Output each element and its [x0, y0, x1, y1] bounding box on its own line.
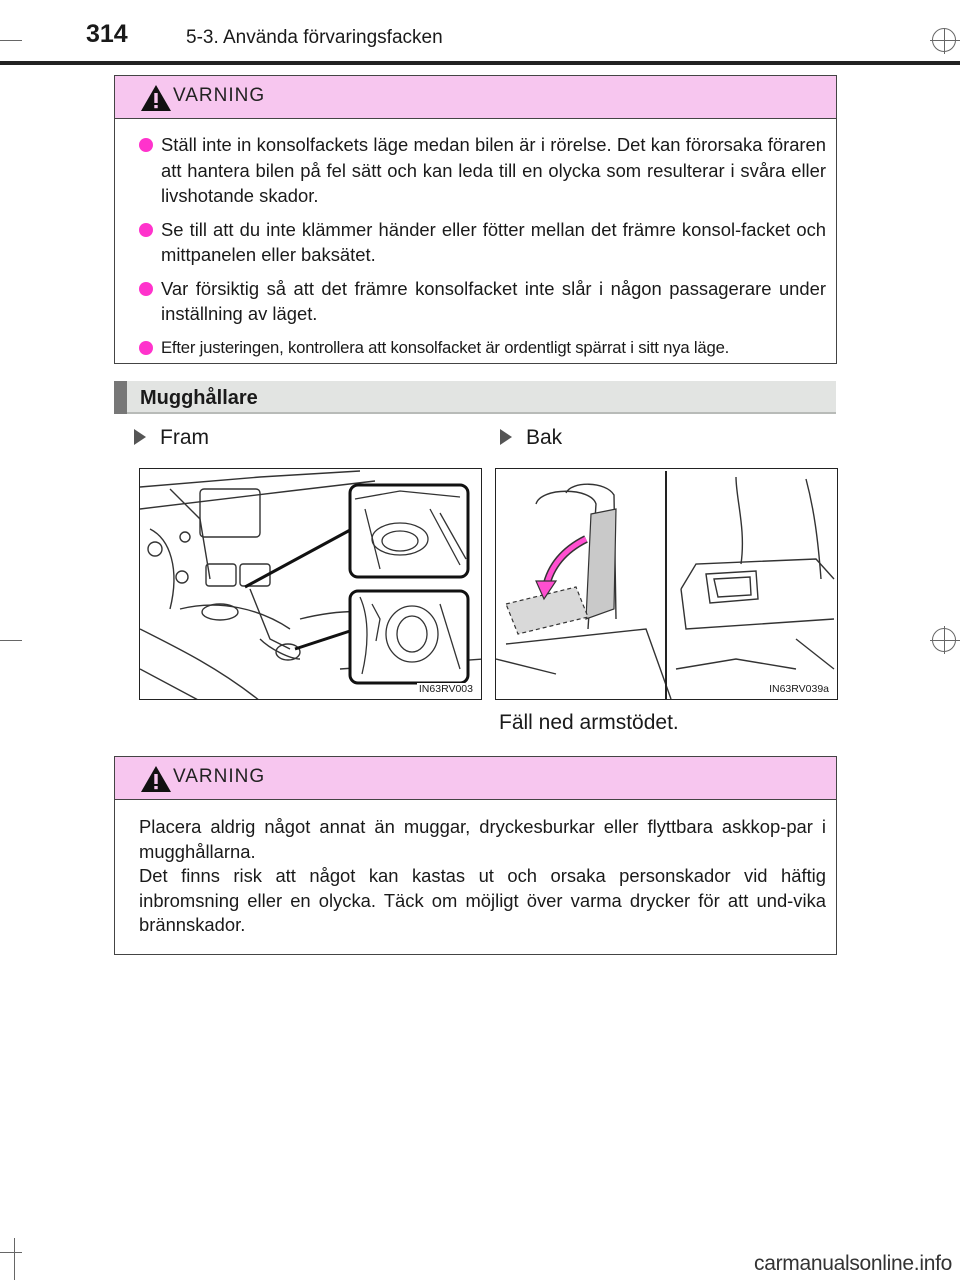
rear-label — [500, 426, 562, 450]
rear-label-text: Bak — [526, 426, 563, 449]
bullet-dot-icon — [139, 282, 153, 296]
warning-paragraph: Placera aldrig något annat än muggar, dryckesburkar eller flyttbara askkop-par i mugghållarna. — [139, 816, 826, 862]
crop-mark — [0, 1252, 22, 1253]
bullet-text: Var försiktig så att det främre konsolfacket inte slår i någon passagerare under inställning av läget. — [161, 277, 826, 324]
figure-code: IN63RV039a — [769, 683, 829, 695]
warning-triangle-icon — [139, 764, 173, 794]
warning-header — [115, 76, 836, 119]
front-cupholder-figure — [139, 468, 482, 700]
warning-triangle-icon — [139, 83, 173, 113]
warning-body — [139, 815, 826, 938]
crop-mark — [0, 40, 22, 41]
section-accent — [114, 381, 127, 414]
crop-mark — [0, 640, 22, 641]
bullet-text: Efter justeringen, kontrollera att konsolfacket är ordentligt spärrat i sitt nya läge. — [161, 337, 730, 357]
warning-box-bottom — [114, 756, 837, 955]
crop-mark — [932, 28, 956, 52]
warning-title: VARNING — [173, 85, 266, 106]
warning-box-top — [114, 75, 837, 364]
warning-bullet — [139, 132, 826, 209]
section-heading — [114, 381, 836, 414]
warning-bullet — [139, 335, 826, 361]
bullet-dot-icon — [139, 138, 153, 152]
warning-bullet — [139, 217, 826, 268]
warning-bullet-list — [115, 118, 836, 368]
front-console-illustration — [140, 469, 482, 700]
crop-mark — [932, 628, 956, 652]
crop-mark — [14, 1238, 15, 1280]
warning-bullet — [139, 276, 826, 327]
warning-header — [115, 757, 836, 800]
section-title: Mugghållare — [140, 387, 258, 409]
triangle-arrow-icon — [134, 429, 146, 445]
page-number: 314 — [86, 20, 128, 48]
bullet-dot-icon — [139, 341, 153, 355]
bullet-dot-icon — [139, 223, 153, 237]
rear-armrest-illustration — [496, 469, 838, 700]
front-label — [134, 426, 209, 450]
rear-caption: Fäll ned armstödet. — [499, 711, 679, 734]
front-label-text: Fram — [160, 426, 209, 449]
bullet-text: Se till att du inte klämmer händer eller fötter mellan det främre konsol-facket och mittpanelen eller baksätet. — [161, 218, 826, 265]
watermark: carmanualsonline.info — [754, 1252, 952, 1275]
chapter-title: 5-3. Använda förvaringsfacken — [186, 27, 443, 48]
figure-code: IN63RV003 — [418, 683, 473, 695]
header-rule — [0, 61, 960, 65]
warning-paragraph: Det finns risk att något kan kastas ut och orsaka personskador vid häftig inbromsning eller en olycka. Täck om möjligt över varma drycker för att und-vika brännskador. — [139, 865, 826, 935]
bullet-text: Ställ inte in konsolfackets läge medan bilen är i rörelse. Det kan förorsaka föraren att hantera bilen på fel sätt och kan leda till en olycka som resulterar i svåra eller livshotande skador. — [161, 134, 826, 206]
triangle-arrow-icon — [500, 429, 512, 445]
warning-title: VARNING — [173, 766, 266, 787]
rear-cupholder-figure — [495, 468, 838, 700]
